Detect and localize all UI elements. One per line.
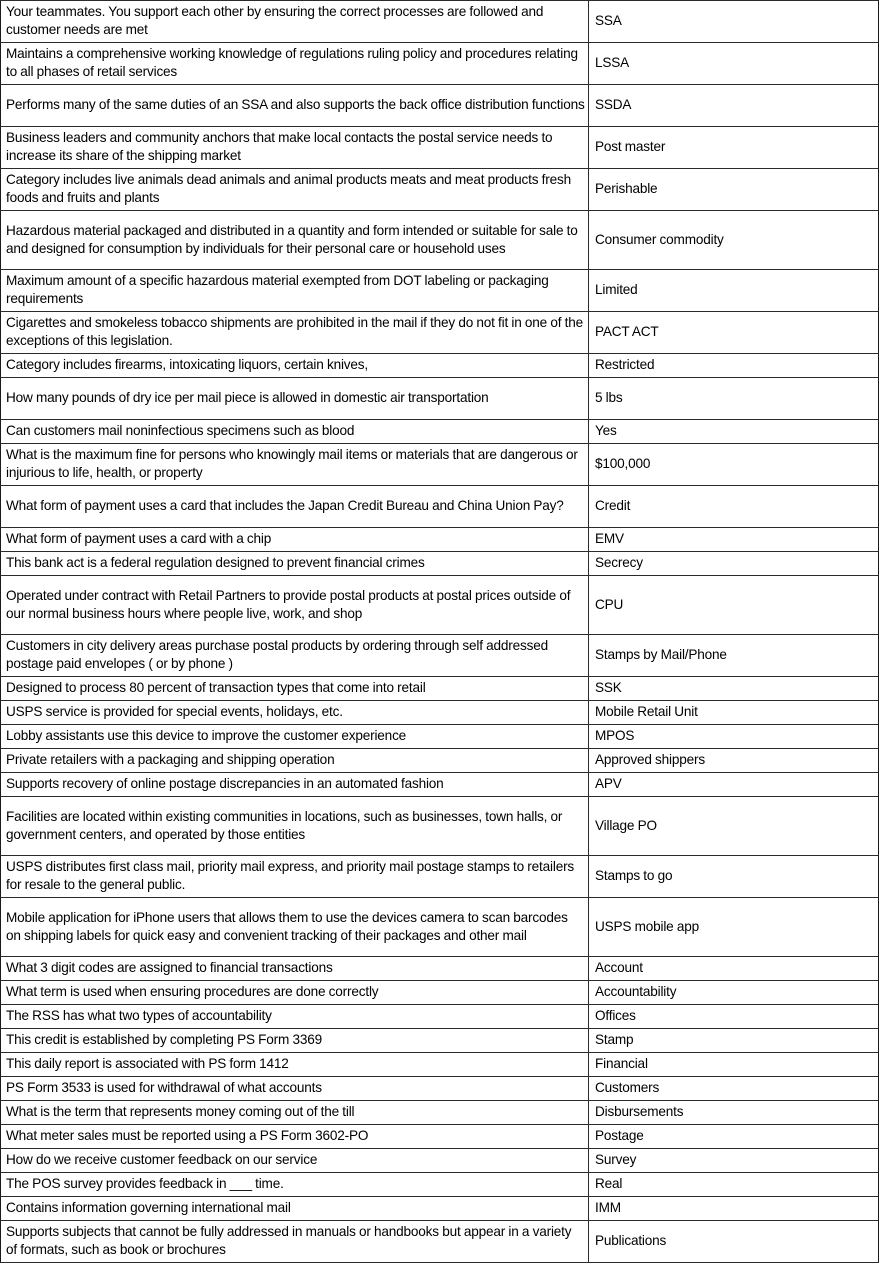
answer-cell (589, 85, 879, 127)
answer-text: Restricted (595, 357, 655, 373)
term-cell (1, 1173, 589, 1197)
answer-text: Village PO (595, 817, 657, 833)
answer-cell (589, 43, 879, 85)
table-row (1, 169, 879, 211)
term-text: How do we receive customer feedback on our service (6, 1152, 318, 1168)
term-text: Maintains a comprehensive working knowledge of regulations ruling policy and procedures relating to all phases of retail services (6, 46, 578, 79)
answer-cell (589, 1053, 879, 1077)
table-row (1, 1029, 879, 1053)
table-row (1, 957, 879, 981)
table-row (1, 211, 879, 270)
answer-text: EMV (595, 531, 624, 547)
table-row (1, 127, 879, 169)
table-row (1, 1197, 879, 1221)
term-cell (1, 725, 589, 749)
table-row (1, 1125, 879, 1149)
table-row (1, 1221, 879, 1263)
answer-text: Stamps by Mail/Phone (595, 647, 727, 663)
answer-cell (589, 444, 879, 486)
term-text: Supports recovery of online postage discrepancies in an automated fashion (6, 776, 444, 792)
answer-cell (589, 1005, 879, 1029)
term-cell (1, 552, 589, 576)
answer-cell (589, 773, 879, 797)
term-cell (1, 420, 589, 444)
answer-cell (589, 749, 879, 773)
term-text: Designed to process 80 percent of transaction types that come into retail (6, 680, 426, 696)
table-row (1, 312, 879, 354)
term-text: Business leaders and community anchors that make local contacts the postal service needs to increase its share of the shipping market (6, 130, 553, 163)
term-text: Customers in city delivery areas purchase postal products by ordering through self addressed postage paid envelopes ( or by phone ) (6, 638, 549, 671)
term-text: Category includes live animals dead animals and animal products meats and meat products fresh foods and fruits and plants (6, 172, 571, 205)
term-text: Mobile application for iPhone users that allows them to use the devices camera to scan barcodes on shipping labels for quick easy and convenient tracking of their packages and other mail (6, 909, 568, 943)
table-row (1, 1149, 879, 1173)
answer-text: MPOS (595, 728, 635, 744)
term-text: Performs many of the same duties of an SSA and also supports the back office distribution functions (6, 97, 585, 113)
table-row (1, 486, 879, 528)
table-row (1, 856, 879, 898)
table-row (1, 749, 879, 773)
term-cell (1, 528, 589, 552)
answer-cell (589, 677, 879, 701)
term-text: The POS survey provides feedback in ___ time. (6, 1176, 284, 1192)
table-row (1, 85, 879, 127)
term-text: Lobby assistants use this device to improve the customer experience (6, 728, 407, 744)
term-text: Maximum amount of a specific hazardous material exempted from DOT labeling or packaging requirements (6, 273, 549, 306)
answer-text: Yes (595, 423, 617, 439)
answer-text: Real (595, 1176, 623, 1192)
answer-cell (589, 635, 879, 677)
term-cell (1, 1005, 589, 1029)
term-text: Your teammates. You support each other by ensuring the correct processes are followed and customer needs are met (6, 4, 544, 37)
term-cell (1, 1, 589, 43)
term-cell (1, 957, 589, 981)
term-cell (1, 677, 589, 701)
answer-text: PACT ACT (595, 324, 659, 340)
table-row (1, 552, 879, 576)
answer-cell (589, 169, 879, 211)
term-text: PS Form 3533 is used for withdrawal of what accounts (6, 1080, 322, 1096)
table-row (1, 420, 879, 444)
term-cell (1, 898, 589, 957)
term-text: Supports subjects that cannot be fully addressed in manuals or handbooks but appear in a variety of formats, such as book or brochures (6, 1224, 572, 1257)
term-cell (1, 1053, 589, 1077)
answer-text: Stamps to go (595, 868, 673, 884)
answer-cell (589, 1221, 879, 1263)
answer-text: Perishable (595, 181, 658, 197)
term-text: Private retailers with a packaging and shipping operation (6, 752, 335, 768)
answer-text: Credit (595, 498, 631, 514)
term-text: This credit is established by completing PS Form 3369 (6, 1032, 322, 1048)
term-cell (1, 749, 589, 773)
table-row (1, 354, 879, 378)
term-text: Can customers mail noninfectious specimens such as blood (6, 423, 355, 439)
answer-text: Limited (595, 282, 638, 298)
answer-text: APV (595, 776, 622, 792)
answer-text: CPU (595, 596, 624, 612)
answer-text: Approved shippers (595, 752, 705, 768)
term-cell (1, 43, 589, 85)
term-text: What form of payment uses a card with a chip (6, 531, 272, 547)
term-cell (1, 211, 589, 270)
term-cell (1, 1029, 589, 1053)
answer-text: SSA (595, 13, 622, 29)
term-text: What is the maximum fine for persons who knowingly mail items or materials that are dangerous or injurious to life, health, or property (6, 447, 578, 480)
answer-text: Offices (595, 1008, 636, 1024)
term-cell (1, 85, 589, 127)
answer-cell (589, 701, 879, 725)
term-cell (1, 773, 589, 797)
term-cell (1, 270, 589, 312)
term-text: Cigarettes and smokeless tobacco shipments are prohibited in the mail if they do not fit in one of the exceptions of this legislation. (6, 315, 583, 348)
answer-text: Accountability (595, 984, 677, 1000)
term-cell (1, 1149, 589, 1173)
table-row (1, 677, 879, 701)
term-text: USPS service is provided for special events, holidays, etc. (6, 704, 343, 720)
answer-cell (589, 1077, 879, 1101)
term-cell (1, 856, 589, 898)
answer-text: Publications (595, 1233, 667, 1249)
term-text: Operated under contract with Retail Partners to provide postal products at postal prices outside of our normal business hours where people live, work, and shop (6, 587, 571, 621)
term-text: What 3 digit codes are assigned to financial transactions (6, 960, 333, 976)
term-cell (1, 1197, 589, 1221)
answer-cell (589, 211, 879, 270)
answer-text: IMM (595, 1200, 621, 1216)
answer-text: Consumer commodity (595, 231, 724, 247)
answer-cell (589, 957, 879, 981)
answer-cell (589, 1, 879, 43)
table-row (1, 1, 879, 43)
term-cell (1, 576, 589, 635)
term-cell (1, 981, 589, 1005)
term-text: What meter sales must be reported using a PS Form 3602-PO (6, 1128, 369, 1144)
answer-cell (589, 528, 879, 552)
term-text: What is the term that represents money coming out of the till (6, 1104, 355, 1120)
answer-text: USPS mobile app (595, 918, 699, 934)
answer-text: SSDA (595, 97, 632, 113)
term-text: Category includes firearms, intoxicating liquors, certain knives, (6, 357, 369, 373)
table-row (1, 773, 879, 797)
answer-text: Disbursements (595, 1104, 684, 1120)
answer-cell (589, 127, 879, 169)
answer-text: Account (595, 960, 643, 976)
term-cell (1, 169, 589, 211)
answer-cell (589, 856, 879, 898)
term-cell (1, 1101, 589, 1125)
answer-cell (589, 486, 879, 528)
answer-text: SSK (595, 680, 622, 696)
answer-text: Stamp (595, 1032, 634, 1048)
term-text: How many pounds of dry ice per mail piece is allowed in domestic air transportation (6, 390, 489, 406)
term-text: This bank act is a federal regulation designed to prevent financial crimes (6, 555, 425, 571)
term-text: What form of payment uses a card that includes the Japan Credit Bureau and China Union Pay? (6, 498, 564, 514)
table-row (1, 701, 879, 725)
term-text: What term is used when ensuring procedures are done correctly (6, 984, 379, 1000)
table-row (1, 725, 879, 749)
term-cell (1, 486, 589, 528)
term-cell (1, 378, 589, 420)
answer-cell (589, 420, 879, 444)
table-row (1, 444, 879, 486)
table-row (1, 1053, 879, 1077)
answer-cell (589, 1101, 879, 1125)
answer-text: Customers (595, 1080, 660, 1096)
term-text: Hazardous material packaged and distributed in a quantity and form intended or suitable for sale to and designed for consumption by individuals for their personal care or household uses (6, 222, 578, 256)
answer-cell (589, 797, 879, 856)
answer-text: Financial (595, 1056, 648, 1072)
answer-cell (589, 1173, 879, 1197)
table-row (1, 1077, 879, 1101)
answer-text: Survey (595, 1152, 637, 1168)
answer-cell (589, 576, 879, 635)
term-text: The RSS has what two types of accountability (6, 1008, 272, 1024)
term-text: This daily report is associated with PS form 1412 (6, 1056, 289, 1072)
answer-cell (589, 378, 879, 420)
term-cell (1, 1221, 589, 1263)
answer-cell (589, 1149, 879, 1173)
table-row (1, 270, 879, 312)
answer-text: 5 lbs (595, 390, 623, 406)
answer-text: Postage (595, 1128, 644, 1144)
answer-text: $100,000 (595, 456, 651, 472)
term-cell (1, 1125, 589, 1149)
answer-cell (589, 312, 879, 354)
term-cell (1, 797, 589, 856)
answer-cell (589, 552, 879, 576)
answer-cell (589, 1125, 879, 1149)
term-text: USPS distributes first class mail, priority mail express, and priority mail postage stamps to retailers for resale to the general public. (6, 859, 575, 892)
term-cell (1, 635, 589, 677)
term-cell (1, 701, 589, 725)
term-cell (1, 127, 589, 169)
term-cell (1, 354, 589, 378)
answer-text: LSSA (595, 55, 630, 71)
answer-cell (589, 981, 879, 1005)
table-row (1, 378, 879, 420)
table-row (1, 898, 879, 957)
table-row (1, 797, 879, 856)
answer-cell (589, 1197, 879, 1221)
table-row (1, 1005, 879, 1029)
term-cell (1, 444, 589, 486)
answer-text: Secrecy (595, 555, 643, 571)
answer-text: Post master (595, 139, 666, 155)
answer-cell (589, 1029, 879, 1053)
table-row (1, 528, 879, 552)
term-cell (1, 1077, 589, 1101)
table-row (1, 1173, 879, 1197)
table-row (1, 43, 879, 85)
table-row (1, 576, 879, 635)
answer-text: Mobile Retail Unit (595, 704, 698, 720)
term-text: Contains information governing international mail (6, 1200, 291, 1216)
table-row (1, 981, 879, 1005)
table-row (1, 635, 879, 677)
answer-cell (589, 898, 879, 957)
term-text: Facilities are located within existing communities in locations, such as businesses, town halls, or government centers, and operated by those entities (6, 808, 563, 842)
answer-cell (589, 354, 879, 378)
answer-cell (589, 725, 879, 749)
answer-cell (589, 270, 879, 312)
table-row (1, 1101, 879, 1125)
term-cell (1, 312, 589, 354)
table-body (1, 1, 879, 1263)
